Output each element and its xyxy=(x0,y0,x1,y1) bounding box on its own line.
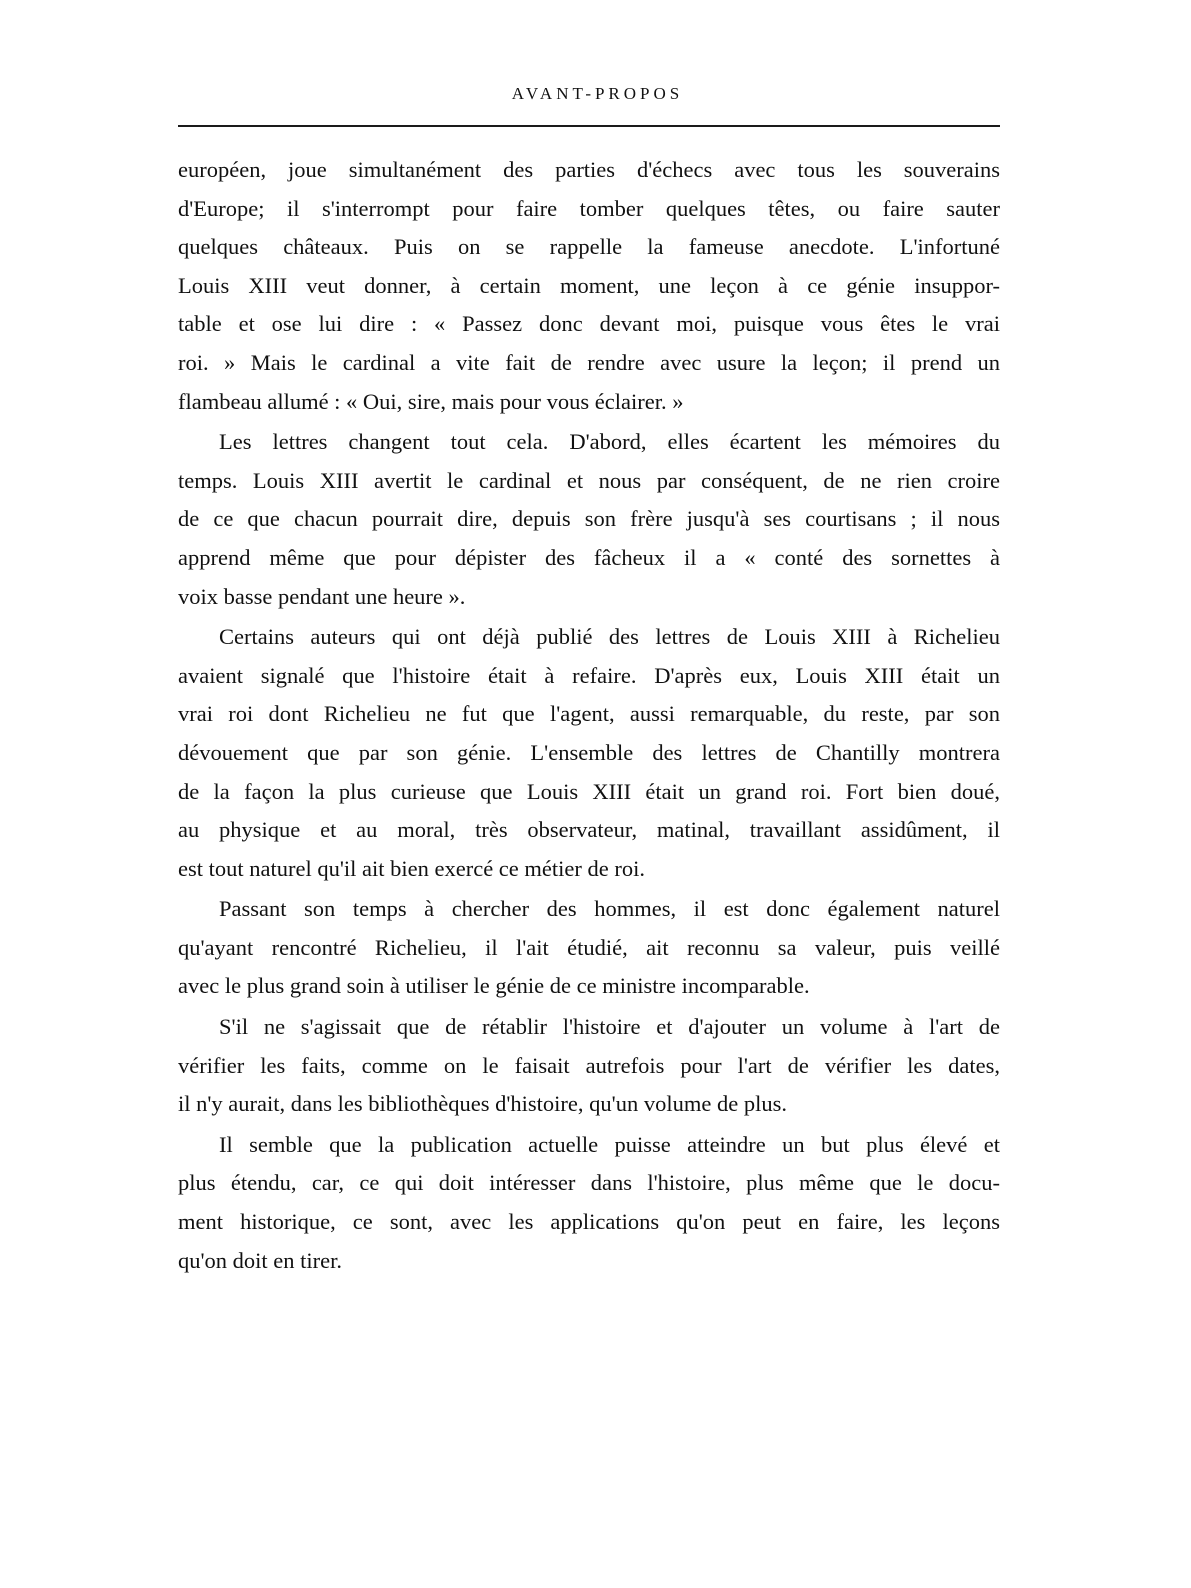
text-line: de ce que chacun pourrait dire, depuis son frère jusqu'à ses courtisans ; il nous xyxy=(178,506,1000,532)
text-line: plus étendu, car, ce qui doit intéresser dans l'histoire, plus même que le docu- xyxy=(178,1170,1000,1196)
header-rule xyxy=(178,125,1000,127)
paragraph xyxy=(178,890,1000,1006)
text-line: temps. Louis XIII avertit le cardinal et nous par conséquent, de ne rien croire xyxy=(178,467,1000,493)
text-line: vérifier les faits, comme on le faisait autrefois pour l'art de vérifier les dates, xyxy=(178,1052,1000,1078)
text-line: quelques châteaux. Puis on se rappelle la fameuse anecdote. L'infortuné xyxy=(178,234,1000,260)
text-line: au physique et au moral, très observateur, matinal, travaillant assidûment, il xyxy=(178,817,1000,843)
paragraph xyxy=(178,1126,1000,1280)
text-line: roi. » Mais le cardinal a vite fait de rendre avec usure la leçon; il prend un xyxy=(178,349,1000,375)
text-line: S'il ne s'agissait que de rétablir l'histoire et d'ajouter un volume à l'art de xyxy=(219,1014,1000,1040)
text-line: qu'on doit en tirer. xyxy=(178,1247,343,1273)
text-line: table et ose lui dire : « Passez donc devant moi, puisque vous êtes le vrai xyxy=(178,311,1000,337)
text-line: ment historique, ce sont, avec les applications qu'on peut en faire, les leçons xyxy=(178,1209,1000,1235)
text-line: dévouement que par son génie. L'ensemble des lettres de Chantilly montrera xyxy=(178,739,1000,765)
paragraph xyxy=(178,423,1000,616)
paragraph xyxy=(178,151,1000,421)
paragraph xyxy=(178,618,1000,888)
text-line: est tout naturel qu'il ait bien exercé ce métier de roi. xyxy=(178,855,645,881)
text-line: avec le plus grand soin à utiliser le génie de ce ministre incomparable. xyxy=(178,973,810,999)
paragraph xyxy=(178,1008,1000,1124)
text-line: Passant son temps à chercher des hommes, il est donc également naturel xyxy=(219,896,1000,922)
text-line: flambeau allumé : « Oui, sire, mais pour vous éclairer. » xyxy=(178,388,684,414)
body-text xyxy=(178,151,1000,1280)
text-line: Les lettres changent tout cela. D'abord, elles écartent les mémoires du xyxy=(219,429,1000,455)
text-line: avaient signalé que l'histoire était à refaire. D'après eux, Louis XIII était un xyxy=(178,662,1000,688)
text-line: vrai roi dont Richelieu ne fut que l'agent, aussi remarquable, du reste, par son xyxy=(178,701,1000,727)
text-line: de la façon la plus curieuse que Louis XIII était un grand roi. Fort bien doué, xyxy=(178,778,1000,804)
text-line: Louis XIII veut donner, à certain moment, une leçon à ce génie insuppor- xyxy=(178,272,1000,298)
text-line: qu'ayant rencontré Richelieu, il l'ait étudié, ait reconnu sa valeur, puis veillé xyxy=(178,934,1000,960)
text-line: apprend même que pour dépister des fâcheux il a « conté des sornettes à xyxy=(178,544,1000,570)
text-line: européen, joue simultanément des parties d'échecs avec tous les souverains xyxy=(178,157,1000,182)
text-line: voix basse pendant une heure ». xyxy=(178,583,466,609)
text-line: Il semble que la publication actuelle puisse atteindre un but plus élevé et xyxy=(219,1131,1000,1157)
text-line: il n'y aurait, dans les bibliothèques d'histoire, qu'un volume de plus. xyxy=(178,1091,787,1117)
running-head: AVANT-PROPOS xyxy=(511,84,684,103)
text-line: Certains auteurs qui ont déjà publié des lettres de Louis XIII à Richelieu xyxy=(219,624,1000,650)
text-line: d'Europe; il s'interrompt pour faire tomber quelques têtes, ou faire sauter xyxy=(178,195,1000,221)
